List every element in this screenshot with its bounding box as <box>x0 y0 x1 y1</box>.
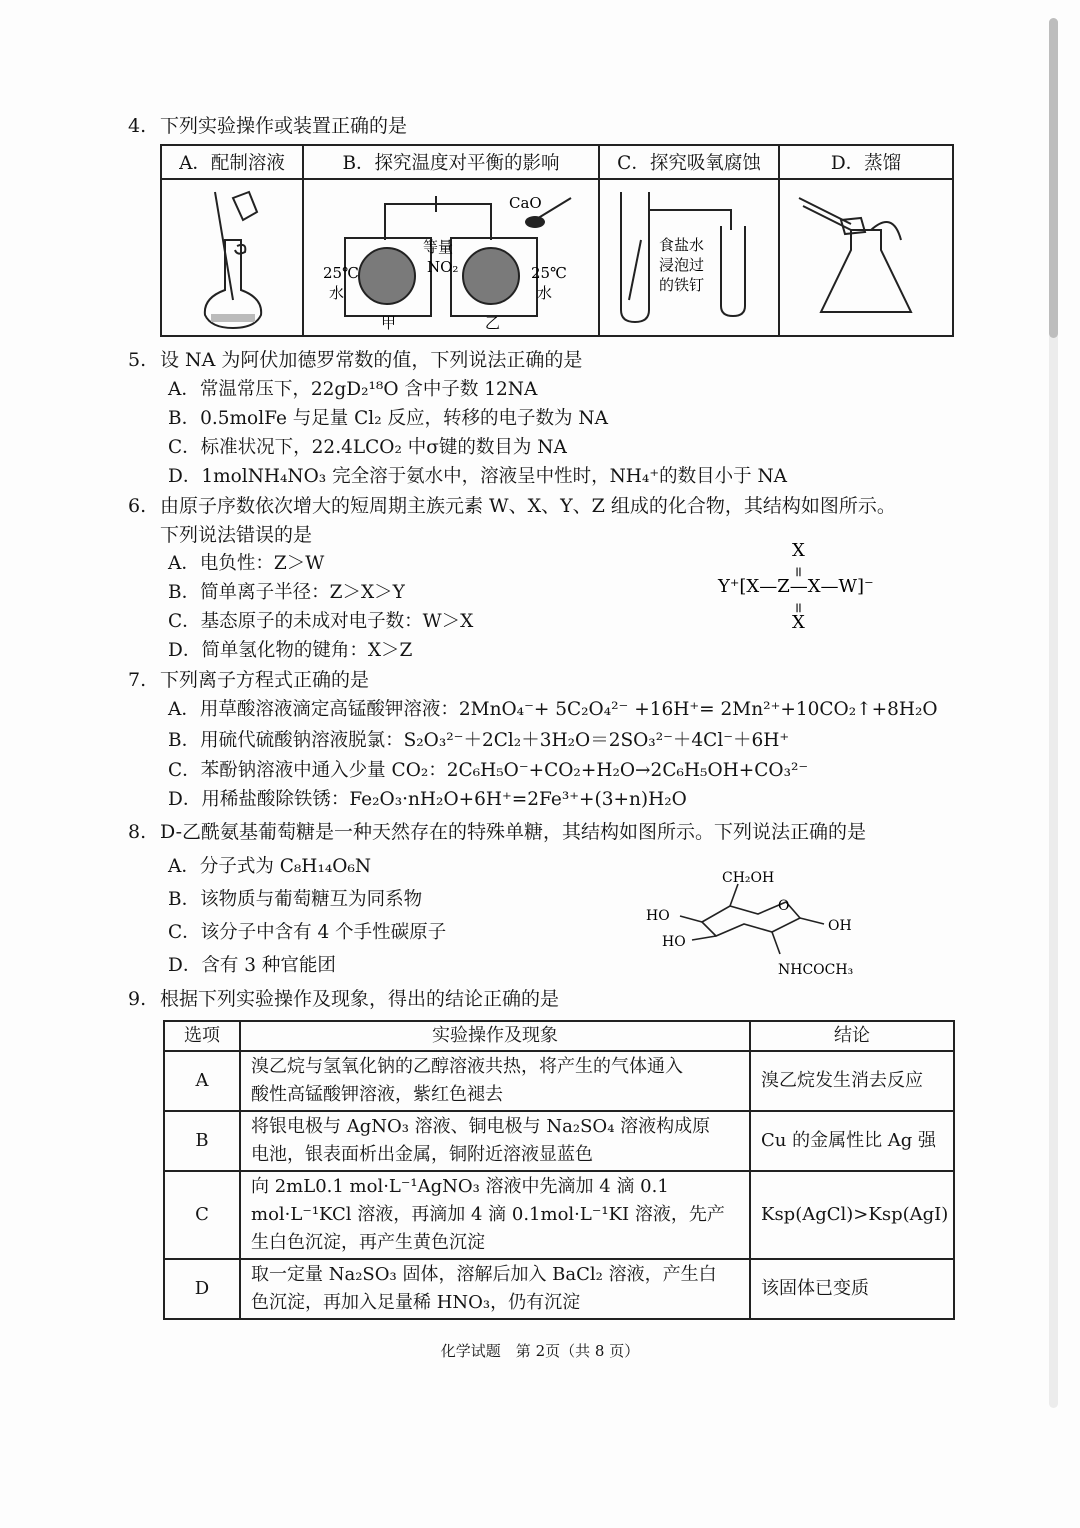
row-conclusion: Ksp(AgCl)>Ksp(AgI) <box>750 1171 954 1259</box>
q8-glucosamine-structure <box>640 862 870 982</box>
right-water-label: 水 <box>537 284 553 302</box>
q7-option-c: C．苯酚钠溶液中通入少量 CO₂：2C₆H₅O⁻+CO₂+H₂O→2C₆H₅OH+CO₃²⁻ <box>168 760 809 781</box>
question-text: 下列实验操作或装置正确的是 <box>160 115 408 137</box>
operation-line: 色沉淀，再加入足量稀 HNO₃，仍有沉淀 <box>251 1292 581 1313</box>
page-footer: 化学试题 第 2页（共 8 页） <box>440 1342 640 1360</box>
apparatus-b-cell <box>303 179 599 336</box>
q8-option-d: D．含有 3 种官能团 <box>168 955 336 976</box>
operation-line: 向 2mL0.1 mol·L⁻¹AgNO₃ 溶液中先滴加 4 滴 0.1 <box>251 1176 669 1197</box>
q6-structure-diagram <box>712 536 932 636</box>
q5-option-c: C．标准状况下，22.4LCO₂ 中σ键的数目为 NA <box>168 437 567 458</box>
q7-option-b: B．用硫代硫酸钠溶液脱氯：S₂O₃²⁻＋2Cl₂＋3H₂O＝2SO₃²⁻＋4Cl⁻＋6H⁺ <box>168 730 790 751</box>
q7-option-d: D．用稀盐酸除铁锈：Fe₂O₃·nH₂O+6H⁺=2Fe³⁺+(3+n)H₂O <box>168 789 687 810</box>
question-number: 4. <box>128 115 147 137</box>
q7-option-a: A．用草酸溶液滴定高锰酸钾溶液：2MnO₄⁻+ 5C₂O₄²⁻ +16H⁺= 2Mn²⁺+10CO₂↑+8H₂O <box>168 699 938 720</box>
q5-option-a: A．常温常压下，22gD₂¹⁸O 含中子数 12NA <box>168 379 538 400</box>
q8-option-a: A．分子式为 C₈H₁₄O₆N <box>168 856 372 877</box>
row-option: D <box>164 1259 240 1319</box>
question-6-stem-2: 下列说法错误的是 <box>160 524 313 546</box>
no2-label: NO₂ <box>427 258 459 276</box>
apparatus-c-cell <box>599 179 779 336</box>
question-9-stem <box>128 985 559 1013</box>
question-number: 7. <box>128 669 147 691</box>
row-option: B <box>164 1111 240 1171</box>
question-6-stem <box>128 492 896 520</box>
question-number: 9. <box>128 988 147 1010</box>
question-4-stem <box>128 112 407 140</box>
equal-amount-label: 等量 <box>423 238 454 256</box>
row-conclusion: 该固体已变质 <box>750 1259 954 1319</box>
apparatus-d-cell <box>779 179 953 336</box>
row-conclusion: 溴乙烷发生消去反应 <box>750 1051 954 1111</box>
q8-option-b: B．该物质与葡萄糖互为同系物 <box>168 889 423 910</box>
question-7-stem <box>128 666 369 694</box>
experiment-table <box>163 1020 955 1320</box>
question-number: 6. <box>128 495 147 517</box>
table-header-operation: 实验操作及现象 <box>240 1021 750 1051</box>
structure-top-x: X <box>792 540 805 561</box>
salt-water-label-1: 食盐水 <box>659 236 705 254</box>
row-operation <box>240 1259 750 1319</box>
ring-o-label: O <box>778 898 790 914</box>
operation-line: 酸性高锰酸钾溶液，紫红色褪去 <box>251 1084 503 1105</box>
row-operation <box>240 1111 750 1171</box>
apparatus-header-a: A．配制溶液 <box>161 145 303 179</box>
table-header-conclusion: 结论 <box>750 1021 954 1051</box>
left-water-label: 水 <box>329 284 345 302</box>
row-option: A <box>164 1051 240 1111</box>
question-text: 设 NA 为阿伏加德罗常数的值，下列说法正确的是 <box>160 349 583 371</box>
operation-line: 溴乙烷与氢氧化钠的乙醇溶液共热，将产生的气体通入 <box>251 1056 683 1077</box>
structure-double-bond-bottom: = <box>790 602 806 614</box>
apparatus-table <box>160 144 954 337</box>
q6-option-a: A．电负性：Z＞W <box>168 553 325 574</box>
operation-line: 生白色沉淀，再产生黄色沉淀 <box>251 1232 485 1253</box>
apparatus-header-d: D．蒸馏 <box>779 145 953 179</box>
question-text: 根据下列实验操作及现象，得出的结论正确的是 <box>160 988 560 1010</box>
structure-double-bond-top: = <box>790 566 806 578</box>
yi-label: 乙 <box>485 314 501 330</box>
question-text: 由原子序数依次增大的短周期主族元素 W、X、Y、Z 组成的化合物，其结构如图所示。 <box>160 495 896 517</box>
row-operation <box>240 1171 750 1259</box>
distillation-illustration <box>781 180 951 330</box>
ho-label-1: HO <box>646 908 670 924</box>
apparatus-a-cell <box>161 179 303 336</box>
apparatus-header-b: B．探究温度对平衡的影响 <box>303 145 599 179</box>
corrosion-illustration <box>601 180 777 330</box>
scrollbar-thumb[interactable] <box>1049 18 1058 338</box>
apparatus-header-c: C．探究吸氧腐蚀 <box>599 145 779 179</box>
question-text: 下列离子方程式正确的是 <box>160 669 370 691</box>
table-header-option: 选项 <box>164 1021 240 1051</box>
structure-bottom-x: X <box>792 612 805 633</box>
question-text: D-乙酰氨基葡萄糖是一种天然存在的特殊单糖，其结构如图所示。下列说法正确的是 <box>160 821 867 843</box>
table-row <box>164 1051 954 1111</box>
operation-line: 电池，银表面析出金属，铜附近溶液显蓝色 <box>251 1144 593 1165</box>
nhcoch3-label: NHCOCH₃ <box>778 962 854 978</box>
q8-option-c: C．该分子中含有 4 个手性碳原子 <box>168 922 447 943</box>
structure-main-line: Y⁺[X—Z—X—W]⁻ <box>718 576 874 597</box>
oh-label: OH <box>828 918 852 934</box>
row-operation <box>240 1051 750 1111</box>
q6-option-b: B．简单离子半径：Z＞X＞Y <box>168 582 405 603</box>
salt-water-label-2: 浸泡过 <box>659 256 705 274</box>
row-option: C <box>164 1171 240 1259</box>
ho-label-2: HO <box>662 934 686 950</box>
row-conclusion: Cu 的金属性比 Ag 强 <box>750 1111 954 1171</box>
right-temp-label: 25℃ <box>531 264 567 282</box>
salt-water-label-3: 的铁钉 <box>659 276 705 294</box>
table-row <box>164 1111 954 1171</box>
left-temp-label: 25℃ <box>323 264 359 282</box>
operation-line: mol·L⁻¹KCl 溶液，再滴加 4 滴 0.1mol·L⁻¹KI 溶液，先产 <box>251 1204 725 1225</box>
volumetric-flask-illustration <box>163 180 301 330</box>
question-number: 5. <box>128 349 147 371</box>
question-8-stem <box>128 818 866 846</box>
q5-option-d: D．1molNH₄NO₃ 完全溶于氨水中，溶液呈中性时，NH₄⁺的数目小于 NA <box>168 466 788 487</box>
cao-label: CaO <box>509 194 542 212</box>
jia-label: 甲 <box>381 314 397 330</box>
table-row <box>164 1259 954 1319</box>
operation-line: 取一定量 Na₂SO₃ 固体，溶解后加入 BaCl₂ 溶液，产生白 <box>251 1264 717 1285</box>
table-row <box>164 1171 954 1259</box>
operation-line: 将银电极与 AgNO₃ 溶液、铜电极与 Na₂SO₄ 溶液构成原 <box>251 1116 711 1137</box>
no2-equilibrium-illustration <box>305 180 597 330</box>
q5-option-b: B．0.5molFe 与足量 Cl₂ 反应，转移的电子数为 NA <box>168 408 608 429</box>
question-number: 8. <box>128 821 147 843</box>
q6-option-d: D．简单氢化物的键角：X＞Z <box>168 640 413 661</box>
ch2oh-label: CH₂OH <box>722 870 775 886</box>
q6-option-c: C．基态原子的未成对电子数：W＞X <box>168 611 474 632</box>
question-5-stem <box>128 346 582 374</box>
